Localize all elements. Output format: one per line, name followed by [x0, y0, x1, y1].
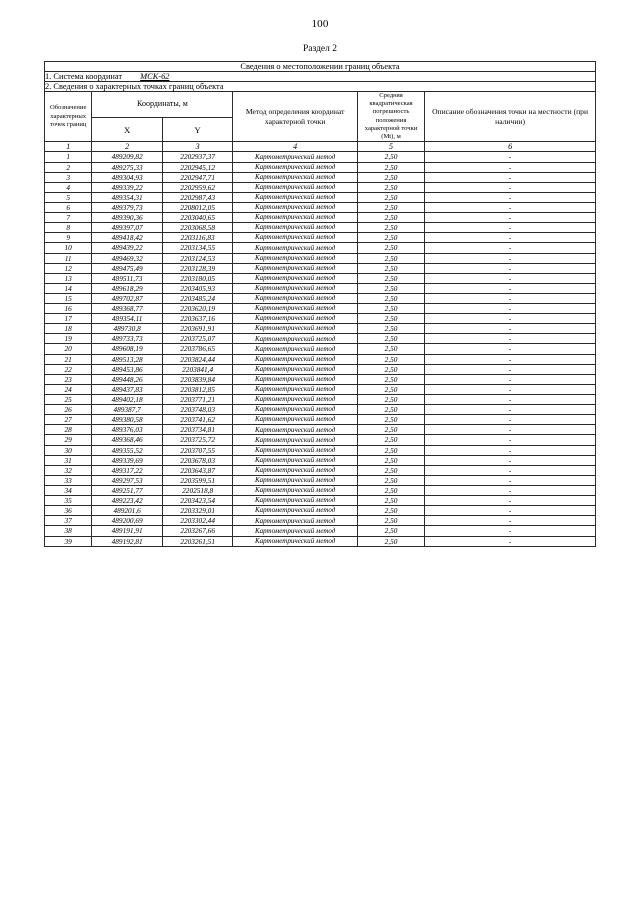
description: -	[425, 162, 596, 172]
coord-x: 489354,11	[92, 314, 163, 324]
header-row-1	[45, 92, 596, 118]
header-coordinates-group: Координаты, м	[92, 92, 233, 118]
coord-y: 2203812,85	[162, 384, 233, 394]
coord-y: 2203261,51	[162, 536, 233, 546]
method: Картометрический метод	[233, 344, 358, 354]
coord-x: 489339,69	[92, 455, 163, 465]
table-row	[45, 182, 596, 192]
description: -	[425, 334, 596, 344]
point-number: 19	[45, 334, 92, 344]
section-label: Раздел 2	[303, 44, 337, 54]
description: -	[425, 384, 596, 394]
table-row	[45, 526, 596, 536]
table-row	[45, 425, 596, 435]
mean-square-error: 2,50	[357, 223, 424, 233]
coord-x: 489354,31	[92, 192, 163, 202]
coord-x: 489275,33	[92, 162, 163, 172]
mean-square-error: 2,50	[357, 395, 424, 405]
description: -	[425, 486, 596, 496]
mean-square-error: 2,50	[357, 405, 424, 415]
method: Картометрический метод	[233, 516, 358, 526]
point-number: 35	[45, 496, 92, 506]
point-number: 3	[45, 172, 92, 182]
mean-square-error: 2,50	[357, 243, 424, 253]
mean-square-error: 2,50	[357, 314, 424, 324]
method: Картометрический метод	[233, 334, 358, 344]
point-number: 15	[45, 293, 92, 303]
header-x: X	[92, 117, 163, 142]
point-number: 9	[45, 233, 92, 243]
mean-square-error: 2,50	[357, 506, 424, 516]
description: -	[425, 233, 596, 243]
coord-x: 489390,36	[92, 213, 163, 223]
point-number: 6	[45, 202, 92, 212]
point-number: 2	[45, 162, 92, 172]
coord-y: 2203485,24	[162, 293, 233, 303]
coord-x: 489297,53	[92, 475, 163, 485]
description: -	[425, 395, 596, 405]
coord-y: 2203134,55	[162, 243, 233, 253]
coord-y: 2202945,12	[162, 162, 233, 172]
table-row	[45, 354, 596, 364]
column-number-5: 5	[357, 142, 424, 152]
point-number: 1	[45, 152, 92, 162]
coord-x: 489702,87	[92, 293, 163, 303]
mean-square-error: 2,50	[357, 233, 424, 243]
mean-square-error: 2,50	[357, 536, 424, 546]
coord-y: 2203839,84	[162, 374, 233, 384]
method: Картометрический метод	[233, 354, 358, 364]
mean-square-error: 2,50	[357, 374, 424, 384]
coord-y: 2203841,4	[162, 364, 233, 374]
coord-x: 489209,82	[92, 152, 163, 162]
mean-square-error: 2,50	[357, 475, 424, 485]
description: -	[425, 344, 596, 354]
mean-square-error: 2,50	[357, 324, 424, 334]
point-number: 7	[45, 213, 92, 223]
method: Картометрический метод	[233, 223, 358, 233]
point-number: 8	[45, 223, 92, 233]
method: Картометрический метод	[233, 202, 358, 212]
point-number: 36	[45, 506, 92, 516]
coord-x: 489192,81	[92, 536, 163, 546]
coord-y: 2202959,62	[162, 182, 233, 192]
method: Картометрический метод	[233, 192, 358, 202]
description: -	[425, 415, 596, 425]
table-row	[45, 516, 596, 526]
column-number-4: 4	[233, 142, 358, 152]
point-number: 29	[45, 435, 92, 445]
method: Картометрический метод	[233, 526, 358, 536]
coord-y: 2203124,53	[162, 253, 233, 263]
table-row	[45, 364, 596, 374]
method: Картометрический метод	[233, 152, 358, 162]
method: Картометрический метод	[233, 405, 358, 415]
description: -	[425, 506, 596, 516]
point-number: 34	[45, 486, 92, 496]
coord-y: 2203748,03	[162, 405, 233, 415]
method: Картометрический метод	[233, 324, 358, 334]
column-number-6: 6	[425, 142, 596, 152]
method: Картометрический метод	[233, 314, 358, 324]
coord-x: 489387,7	[92, 405, 163, 415]
mean-square-error: 2,50	[357, 213, 424, 223]
method: Картометрический метод	[233, 435, 358, 445]
description: -	[425, 435, 596, 445]
table-row	[45, 415, 596, 425]
method: Картометрический метод	[233, 293, 358, 303]
table-row	[45, 496, 596, 506]
description: -	[425, 202, 596, 212]
coord-y: 2203725,72	[162, 435, 233, 445]
coord-y: 2203068,58	[162, 223, 233, 233]
table-row	[45, 536, 596, 546]
coord-y: 2203824,44	[162, 354, 233, 364]
boundary-info-table	[44, 61, 596, 547]
description: -	[425, 496, 596, 506]
mean-square-error: 2,50	[357, 172, 424, 182]
point-number: 28	[45, 425, 92, 435]
header-point-designation: Обозначение характерных точек границ	[45, 92, 92, 142]
method: Картометрический метод	[233, 182, 358, 192]
points-section-label: 2. Сведения о характерных точках границ объекта	[45, 82, 596, 92]
coord-y: 2202518,8	[162, 486, 233, 496]
point-number: 26	[45, 405, 92, 415]
table-row	[45, 324, 596, 334]
method: Картометрический метод	[233, 233, 358, 243]
coord-x: 489397,07	[92, 223, 163, 233]
description: -	[425, 374, 596, 384]
coord-y: 2203643,87	[162, 465, 233, 475]
mean-square-error: 2,50	[357, 253, 424, 263]
point-number: 38	[45, 526, 92, 536]
method: Картометрический метод	[233, 162, 358, 172]
table-row	[45, 202, 596, 212]
coord-y: 2203741,62	[162, 415, 233, 425]
coord-system-value: МСК-62	[140, 72, 170, 81]
method: Картометрический метод	[233, 263, 358, 273]
coord-y: 2203725,07	[162, 334, 233, 344]
column-number-row	[45, 142, 596, 152]
method: Картометрический метод	[233, 304, 358, 314]
coord-y: 2203267,66	[162, 526, 233, 536]
coord-y: 2203771,21	[162, 395, 233, 405]
table-title: Сведения о местоположении границ объекта	[45, 62, 596, 72]
table-row	[45, 506, 596, 516]
mean-square-error: 2,50	[357, 384, 424, 394]
coord-x: 489511,73	[92, 273, 163, 283]
table-row	[45, 374, 596, 384]
method: Картометрический метод	[233, 415, 358, 425]
table-row	[45, 384, 596, 394]
coord-x: 489380,58	[92, 415, 163, 425]
table-row	[45, 263, 596, 273]
description: -	[425, 283, 596, 293]
coord-y: 2208012,05	[162, 202, 233, 212]
coord-x: 489418,42	[92, 233, 163, 243]
mean-square-error: 2,50	[357, 202, 424, 212]
table-row	[45, 172, 596, 182]
mean-square-error: 2,50	[357, 152, 424, 162]
table-row	[45, 283, 596, 293]
coord-y: 2202947,71	[162, 172, 233, 182]
mean-square-error: 2,50	[357, 334, 424, 344]
coord-x: 489608,19	[92, 344, 163, 354]
coord-x: 489355,52	[92, 445, 163, 455]
coord-x: 489223,42	[92, 496, 163, 506]
column-number-2: 2	[92, 142, 163, 152]
mean-square-error: 2,50	[357, 344, 424, 354]
coord-y: 2203707,55	[162, 445, 233, 455]
table-row	[45, 475, 596, 485]
coord-x: 489251,77	[92, 486, 163, 496]
point-number: 14	[45, 283, 92, 293]
table-row	[45, 465, 596, 475]
coord-x: 489453,86	[92, 364, 163, 374]
description: -	[425, 152, 596, 162]
mean-square-error: 2,50	[357, 445, 424, 455]
coord-system-row	[45, 72, 596, 82]
point-number: 25	[45, 395, 92, 405]
mean-square-error: 2,50	[357, 293, 424, 303]
coord-x: 489304,93	[92, 172, 163, 182]
point-number: 32	[45, 465, 92, 475]
coord-y: 2203786,65	[162, 344, 233, 354]
coord-y: 2202937,37	[162, 152, 233, 162]
point-number: 33	[45, 475, 92, 485]
table-body	[45, 152, 596, 546]
description: -	[425, 293, 596, 303]
table-row	[45, 213, 596, 223]
method: Картометрический метод	[233, 536, 358, 546]
description: -	[425, 223, 596, 233]
coord-x: 489402,18	[92, 395, 163, 405]
description: -	[425, 354, 596, 364]
coord-x: 489475,49	[92, 263, 163, 273]
coord-y: 2203128,39	[162, 263, 233, 273]
mean-square-error: 2,50	[357, 435, 424, 445]
point-number: 11	[45, 253, 92, 263]
description: -	[425, 213, 596, 223]
mean-square-error: 2,50	[357, 354, 424, 364]
coord-x: 489513,28	[92, 354, 163, 364]
mean-square-error: 2,50	[357, 192, 424, 202]
mean-square-error: 2,50	[357, 273, 424, 283]
table-row	[45, 293, 596, 303]
mean-square-error: 2,50	[357, 283, 424, 293]
method: Картометрический метод	[233, 506, 358, 516]
description: -	[425, 314, 596, 324]
table-row	[45, 223, 596, 233]
table-row	[45, 243, 596, 253]
table-row	[45, 344, 596, 354]
points-section-row	[45, 82, 596, 92]
description: -	[425, 253, 596, 263]
table-row	[45, 273, 596, 283]
description: -	[425, 405, 596, 415]
page-number: 100	[311, 18, 329, 30]
method: Картометрический метод	[233, 253, 358, 263]
description: -	[425, 455, 596, 465]
mean-square-error: 2,50	[357, 486, 424, 496]
method: Картометрический метод	[233, 384, 358, 394]
method: Картометрический метод	[233, 465, 358, 475]
coord-y: 2203637,16	[162, 314, 233, 324]
point-number: 22	[45, 364, 92, 374]
coord-y: 2203734,81	[162, 425, 233, 435]
coord-x: 489448,26	[92, 374, 163, 384]
method: Картометрический метод	[233, 283, 358, 293]
method: Картометрический метод	[233, 475, 358, 485]
table-row	[45, 435, 596, 445]
coord-y: 2203329,01	[162, 506, 233, 516]
mean-square-error: 2,50	[357, 162, 424, 172]
table-row	[45, 445, 596, 455]
table-row	[45, 192, 596, 202]
coord-x: 489317,22	[92, 465, 163, 475]
point-number: 23	[45, 374, 92, 384]
coord-y: 2203040,65	[162, 213, 233, 223]
point-number: 31	[45, 455, 92, 465]
table-row	[45, 486, 596, 496]
description: -	[425, 172, 596, 182]
point-number: 37	[45, 516, 92, 526]
mean-square-error: 2,50	[357, 455, 424, 465]
table-row	[45, 334, 596, 344]
point-number: 18	[45, 324, 92, 334]
header-y: Y	[162, 117, 233, 142]
point-number: 5	[45, 192, 92, 202]
coord-x: 489368,46	[92, 435, 163, 445]
point-number: 12	[45, 263, 92, 273]
coord-x: 489733,73	[92, 334, 163, 344]
coord-y: 2203620,19	[162, 304, 233, 314]
description: -	[425, 273, 596, 283]
mean-square-error: 2,50	[357, 263, 424, 273]
table-row	[45, 405, 596, 415]
point-number: 10	[45, 243, 92, 253]
coord-x: 489339,22	[92, 182, 163, 192]
table-row	[45, 253, 596, 263]
method: Картометрический метод	[233, 486, 358, 496]
point-number: 39	[45, 536, 92, 546]
table-row	[45, 233, 596, 243]
mean-square-error: 2,50	[357, 415, 424, 425]
method: Картометрический метод	[233, 273, 358, 283]
description: -	[425, 425, 596, 435]
method: Картометрический метод	[233, 455, 358, 465]
description: -	[425, 526, 596, 536]
mean-square-error: 2,50	[357, 364, 424, 374]
description: -	[425, 536, 596, 546]
coord-x: 489730,8	[92, 324, 163, 334]
coord-y: 2203302,44	[162, 516, 233, 526]
method: Картометрический метод	[233, 395, 358, 405]
description: -	[425, 243, 596, 253]
coord-y: 2203691,91	[162, 324, 233, 334]
point-number: 20	[45, 344, 92, 354]
coord-x: 489469,32	[92, 253, 163, 263]
table-row	[45, 162, 596, 172]
description: -	[425, 516, 596, 526]
mean-square-error: 2,50	[357, 526, 424, 536]
method: Картометрический метод	[233, 172, 358, 182]
coord-x: 489618,29	[92, 283, 163, 293]
point-number: 17	[45, 314, 92, 324]
table-row	[45, 455, 596, 465]
point-number: 27	[45, 415, 92, 425]
header-mean-square-error: Средняя квадратическая погрешность положения характерной точки (Мt), м	[357, 92, 424, 142]
method: Картометрический метод	[233, 213, 358, 223]
coord-x: 489379,73	[92, 202, 163, 212]
mean-square-error: 2,50	[357, 465, 424, 475]
point-number: 16	[45, 304, 92, 314]
description: -	[425, 263, 596, 273]
coord-y: 2203116,83	[162, 233, 233, 243]
description: -	[425, 475, 596, 485]
coord-y: 2203405,93	[162, 283, 233, 293]
point-number: 13	[45, 273, 92, 283]
mean-square-error: 2,50	[357, 516, 424, 526]
header-description: Описание обозначения точки на местности (при наличии)	[425, 92, 596, 142]
method: Картометрический метод	[233, 496, 358, 506]
coord-x: 489191,91	[92, 526, 163, 536]
method: Картометрический метод	[233, 243, 358, 253]
coord-x: 489201,6	[92, 506, 163, 516]
method: Картометрический метод	[233, 374, 358, 384]
description: -	[425, 445, 596, 455]
coord-y: 2202987,43	[162, 192, 233, 202]
point-number: 21	[45, 354, 92, 364]
description: -	[425, 465, 596, 475]
point-number: 24	[45, 384, 92, 394]
method: Картометрический метод	[233, 445, 358, 455]
coord-y: 2203423,54	[162, 496, 233, 506]
column-number-3: 3	[162, 142, 233, 152]
mean-square-error: 2,50	[357, 496, 424, 506]
mean-square-error: 2,50	[357, 304, 424, 314]
coord-y: 2203180,05	[162, 273, 233, 283]
mean-square-error: 2,50	[357, 182, 424, 192]
method: Картометрический метод	[233, 425, 358, 435]
description: -	[425, 324, 596, 334]
mean-square-error: 2,50	[357, 425, 424, 435]
description: -	[425, 192, 596, 202]
coord-y: 2203599,51	[162, 475, 233, 485]
table-row	[45, 395, 596, 405]
table-row	[45, 314, 596, 324]
point-number: 4	[45, 182, 92, 192]
description: -	[425, 304, 596, 314]
coord-y: 2203678,03	[162, 455, 233, 465]
coord-system-label: 1. Система координат	[45, 72, 123, 81]
table-row	[45, 304, 596, 314]
method: Картометрический метод	[233, 364, 358, 374]
coord-x: 489437,83	[92, 384, 163, 394]
header-method: Метод определения координат характерной точки	[233, 92, 358, 142]
table-row	[45, 152, 596, 162]
coord-x: 489200,69	[92, 516, 163, 526]
coord-x: 489439,22	[92, 243, 163, 253]
coord-x: 489368,77	[92, 304, 163, 314]
description: -	[425, 364, 596, 374]
table-title-row	[45, 62, 596, 72]
coord-x: 489376,03	[92, 425, 163, 435]
column-number-1: 1	[45, 142, 92, 152]
point-number: 30	[45, 445, 92, 455]
description: -	[425, 182, 596, 192]
